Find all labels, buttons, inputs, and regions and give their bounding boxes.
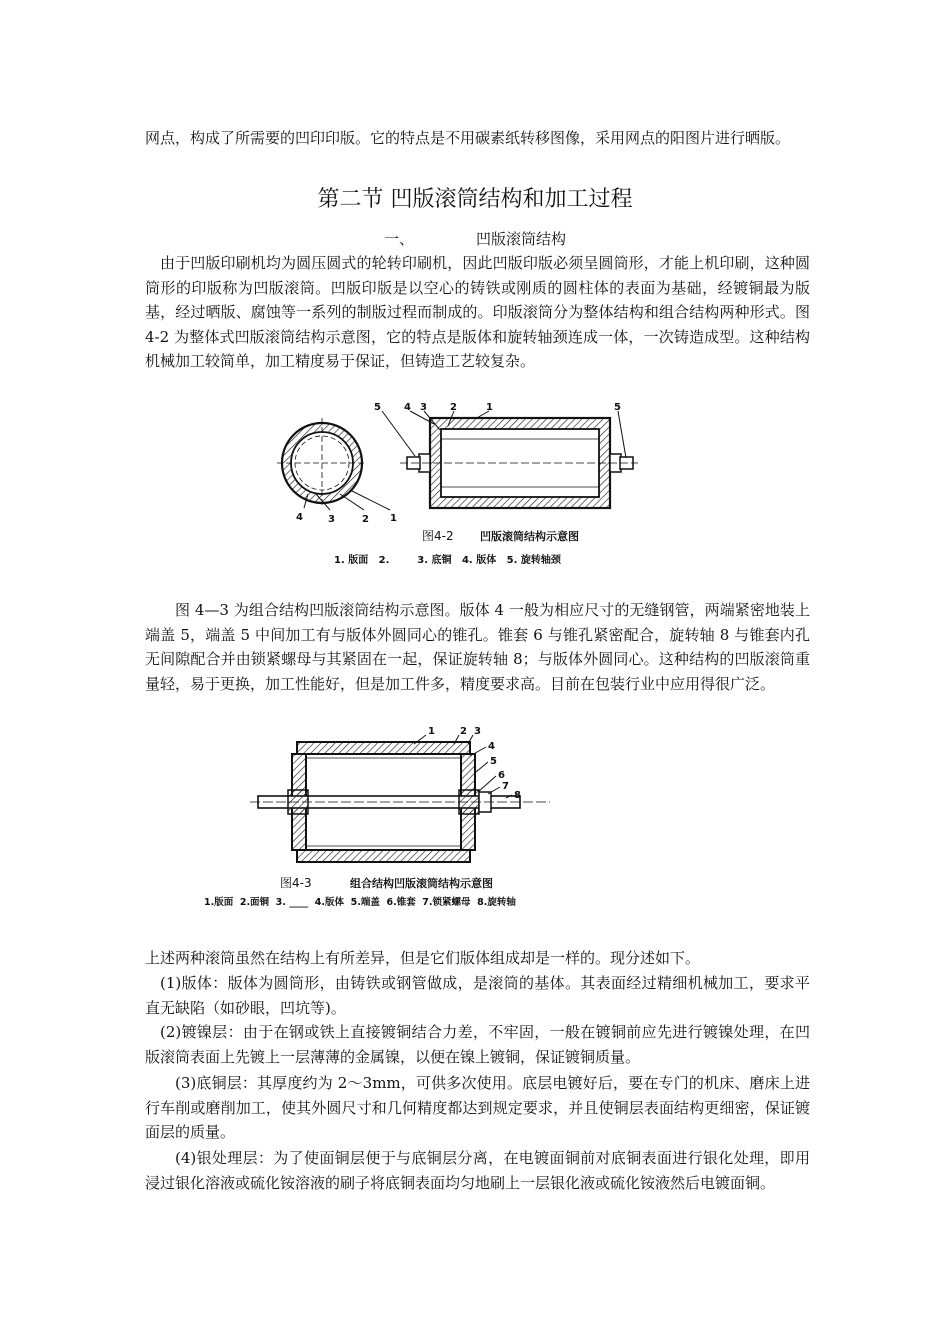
figure-4-3-legend: 1.版面 2.面铜 3. ____ 4.版体 5.端盖 6.锥套 7.锁紧螺母 8.旋转轴: [204, 897, 516, 908]
list-item-base-copper: (3)底铜层：其厚度约为 2～3mm，可供多次使用。底层电镀好后，要在专门的机床、磨床上进行车削或磨削加工，使其外圆尺寸和几何精度都达到规定要求，并且使铜层表面结构更细密，保证镀面层的质量。: [145, 1074, 810, 1141]
subheading: [0, 228, 950, 250]
callout-right-3: 3: [420, 402, 427, 413]
callout-3: 3: [474, 726, 481, 737]
callout-left-4: 4: [296, 512, 303, 523]
callout-6: 6: [498, 770, 505, 781]
callout-5: 5: [490, 756, 497, 767]
callout-right-1: 1: [486, 402, 493, 413]
callout-left-2: 2: [362, 514, 369, 525]
figure-4-2-label: 图4-2: [422, 529, 454, 543]
figure-4-2: [270, 398, 650, 570]
callout-left-1: 1: [390, 513, 397, 524]
list-item-nickel-layer: (2)镀镍层：由于在钢或铁上直接镀铜结合力差，不牢固，一般在镀铜前应先进行镀镍处理，在凹版滚筒表面上先镀上一层薄薄的金属镍，以便在镍上镀铜，保证镀铜质量。: [145, 1023, 810, 1066]
figure-4-3-drawing: [200, 722, 600, 912]
callout-7: 7: [502, 781, 509, 792]
subheading-number: 一、: [383, 230, 414, 248]
figure-4-2-legend: 1. 版面 2. 3. 底铜 4. 版体 5. 旋转轴颈: [334, 555, 561, 566]
paragraph-combined-structure: 图 4—3 为组合结构凹版滚筒结构示意图。版体 4 一般为相应尺寸的无缝钢管，两端紧密地装上端盖 5，端盖 5 中间加工有与版体外圆同心的锥孔。锥套 6 与锥孔紧密配合，旋转轴 8 与锥套内孔无间隙配合并由锁紧螺母与其紧固在一起，保证旋转轴 8；与版体外圆同心。这种结构的凹版滚筒重量轻，易于更换，加工性能好，但是加工件多，精度要求高。目前在包装行业中应用得很广泛。: [145, 601, 810, 693]
figure-4-2-title: 凹版滚筒结构示意图: [480, 530, 579, 543]
figure-4-3-title: 组合结构凹版滚筒结构示意图: [350, 877, 493, 890]
callout-8: 8: [514, 790, 521, 801]
callout-right-4: 4: [404, 402, 411, 413]
subheading-text: 凹版滚筒结构: [476, 230, 567, 248]
callout-right-5b: 5: [614, 402, 621, 413]
callout-4: 4: [488, 741, 495, 752]
list-item-plate-body: (1)版体：版体为圆筒形，由铸铁或钢管做成，是滚筒的基体。其表面经过精细机械加工，要求平直无缺陷（如砂眼，凹坑等)。: [145, 974, 810, 1017]
section-title: 第二节 凹版滚筒结构和加工过程: [317, 187, 633, 212]
callout-right-2: 2: [450, 402, 457, 413]
paragraph-summary: 上述两种滚筒虽然在结构上有所差异，但是它们版体组成却是一样的。现分述如下。: [145, 949, 701, 967]
paragraph-structure: 由于凹版印刷机均为圆压圆式的轮转印刷机，因此凹版印版必须呈圆筒形，才能上机印刷，这种圆筒形的印版称为凹版滚筒。凹版印版是以空心的铸铁或刚质的圆柱体的表面为基础，经镀铜最为版基，经过晒版、腐蚀等一系列的制版过程而制成的。印版滚筒分为整体结构和组合结构两种形式。图 4-2 为整体式凹版滚筒结构示意图，它的特点是版体和旋转轴颈连成一体，一次铸造成型。这种结构机械加工较简单，加工精度易于保证，但铸造工艺较复杂。: [145, 254, 810, 370]
longitudinal-section: [382, 411, 638, 508]
figure-4-3-label: 图4-3: [280, 876, 312, 890]
callout-2: 2: [460, 726, 467, 737]
callout-left-3: 3: [328, 514, 335, 525]
cross-section: [277, 418, 390, 510]
figure-4-2-drawing: [270, 398, 650, 570]
callout-right-5a: 5: [374, 402, 381, 413]
intro-paragraph: 网点，构成了所需要的凹印印版。它的特点是不用碳素纸转移图像，采用网点的阳图片进行晒版。: [145, 129, 791, 147]
figure-4-3: [200, 722, 600, 912]
assembly-section: [250, 735, 550, 862]
callout-1: 1: [428, 726, 435, 737]
list-item-silver-layer: (4)银处理层：为了使面铜层便于与底铜层分离，在电镀面铜前对底铜表面进行银化处理，即用浸过银化溶液或硫化铵溶液的刷子将底铜表面均匀地刷上一层银化液或硫化铵液然后电镀面铜。: [145, 1149, 810, 1192]
